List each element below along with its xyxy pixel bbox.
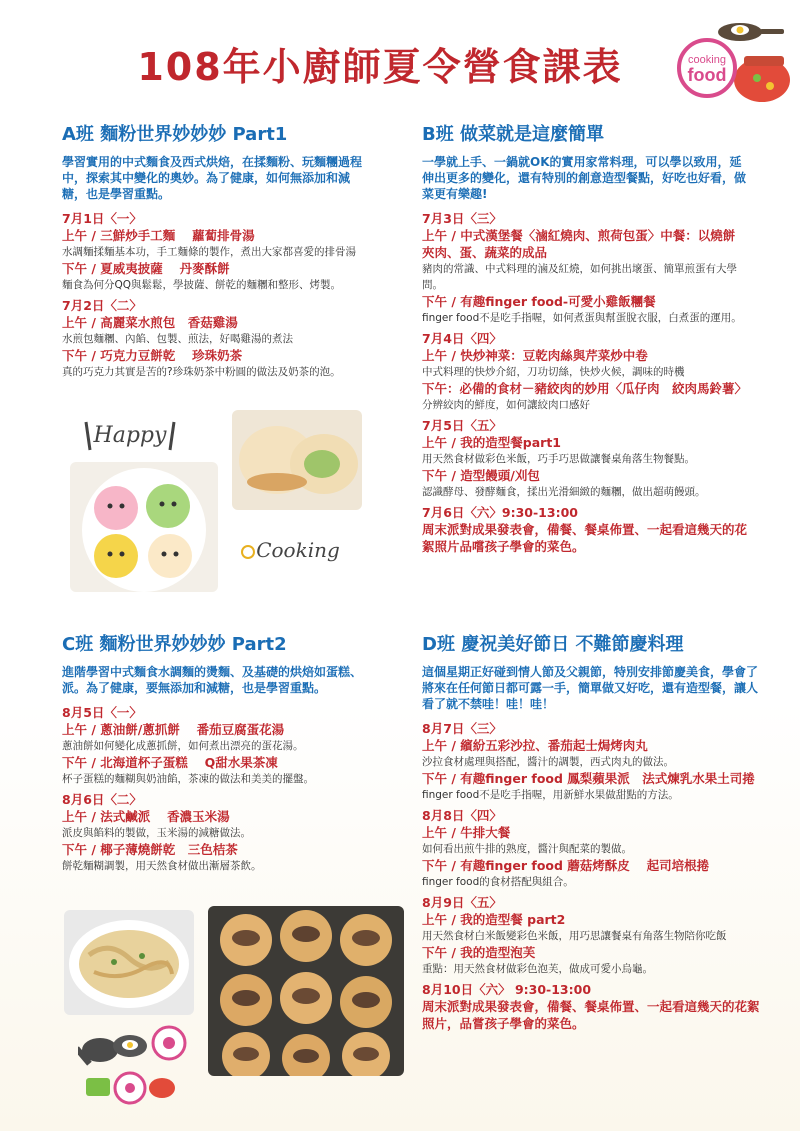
schedule-session: 下午 / 北海道杯子蛋糕 Q甜水果茶凍 <box>62 755 278 770</box>
schedule-description: 沙拉食材處理與搭配，醬汁的調製，西式肉丸的做法。 <box>422 756 674 768</box>
section-c-title: C班 麵粉世界妙妙妙 Part2 <box>62 634 287 655</box>
schedule-date: 8月9日〈五〉 <box>422 895 502 910</box>
pans-icon <box>78 1022 152 1070</box>
schedule-date: 7月5日〈五〉 <box>422 418 502 433</box>
section-b-title: B班 做菜就是這麼簡單 <box>422 124 604 145</box>
cooking-lettering-image <box>238 530 348 570</box>
schedule-session: 下午 / 有趣finger food 鳳梨蘋果派 法式煉乳水果土司捲 <box>422 771 755 786</box>
section-c-intro: 進階學習中式麵食水調麵的燙麵、及基礎的烘焙如蛋糕、派。為了健康，要無添加和減糖，也是學習重點。 <box>62 665 363 695</box>
schedule-description: finger food不是吃手指喔，用新鮮水果做甜點的方法。 <box>422 789 679 801</box>
schedule-description: 水煎包麵糰、內餡、包製、煎法，好喝雞湯的煮法 <box>62 333 293 345</box>
schedule-description: 中式料理的快炒介紹，刀功切絲，快炒火候，調味的時機 <box>422 366 685 378</box>
schedule-description: 蔥油餅如何變化成蔥抓餅，如何煮出漂亮的蛋花湯。 <box>62 740 304 752</box>
section-a-title: A班 麵粉世界妙妙妙 Part1 <box>62 124 288 145</box>
schedule-date: 8月5日〈一〉 <box>62 705 142 720</box>
scallion-pancake-photo <box>64 910 194 1015</box>
schedule-session: 上午 / 三鮮炒手工麵 蘿蔔排骨湯 <box>62 228 255 243</box>
section-d-intro: 這個星期正好碰到情人節及父親節，特別安排節慶美食，學會了將來在任何節日都可露一手，簡單做又好吃，還有造型餐，讓人看了就不禁哇！哇！哇！ <box>422 665 759 711</box>
page-title: 108年小廚師夏令營食課表 <box>137 45 623 89</box>
schedule-session: 上午 / 我的造型餐part1 <box>422 435 561 450</box>
schedule-date: 8月7日〈三〉 <box>422 721 502 736</box>
schedule-session: 上午 / 高麗菜水煎包 香菇雞湯 <box>62 315 238 330</box>
section-a-intro: 學習實用的中式麵食及西式烘焙，在揉麵粉、玩麵糰過程中，探索其中變化的奧妙。為了健康，如何無添加和減糖，也是學習重點。 <box>62 155 363 201</box>
schedule-session: 上午 / 快炒神菜：豆乾肉絲與芹菜炒中卷 <box>422 348 648 363</box>
section-a-schedule <box>62 210 372 380</box>
schedule-date: 7月6日〈六〉9:30-13:00 <box>422 505 578 520</box>
happy-lettering-image <box>80 410 180 460</box>
mushroom-pastry-photo <box>208 906 404 1076</box>
schedule-session: 上午 / 蔥油餅/蔥抓餅 番茄豆腐蛋花湯 <box>62 722 285 737</box>
happy-text: Happy <box>93 423 167 448</box>
schedule-session: 下午 / 巧克力豆餅乾 珍珠奶茶 <box>62 348 243 363</box>
logo-text-cooking: cooking <box>688 54 726 66</box>
schedule-description: 用天然食材白米飯變彩色米飯，用巧思讓餐桌有角落生物陪你吃飯 <box>422 930 727 942</box>
cooking-text: Cooking <box>256 538 340 562</box>
section-b <box>422 120 747 555</box>
pan-fried-bun-photo <box>232 410 362 510</box>
schedule-session: 上午 / 牛排大餐 <box>422 825 511 840</box>
schedule-session: 上午 / 繽紛五彩沙拉、番茄起士焗烤肉丸 <box>422 738 648 753</box>
schedule-date: 8月10日〈六〉 9:30-13:00 <box>422 982 592 997</box>
schedule-date: 7月3日〈三〉 <box>422 211 502 226</box>
schedule-session: 上午 / 中式漢堡餐〈滷紅燒肉、煎荷包蛋〉中餐：以燒餅夾肉、蛋、蔬菜的成品 <box>422 228 736 260</box>
schedule-session: 下午 / 椰子薄燒餅乾 三色桔茶 <box>62 842 238 857</box>
schedule-session: 下午 / 有趣finger food-可愛小雞飯糰餐 <box>422 294 656 309</box>
schedule-description: 如何看出煎牛排的熟度，醬汁與配菜的製做。 <box>422 843 632 855</box>
schedule-description: 水調麵揉麵基本功，手工麵條的製作，煮出大家都喜愛的排骨湯 <box>62 246 356 258</box>
animal-rice-balls-photo <box>70 462 218 592</box>
schedule-session: 下午 / 造型饅頭/刈包 <box>422 468 540 483</box>
schedule-date: 8月8日〈四〉 <box>422 808 502 823</box>
schedule-session: 上午 / 法式鹹派 香濃玉米湯 <box>62 809 230 824</box>
schedule-date: 7月4日〈四〉 <box>422 331 502 346</box>
schedule-description: 用天然食材做彩色米飯，巧手巧思做讓餐桌角落生物餐點。 <box>422 453 695 465</box>
schedule-date: 7月1日〈一〉 <box>62 211 142 226</box>
schedule-session: 下午：必備的食材－豬絞肉的妙用〈瓜仔肉 絞肉馬鈴薯〉 <box>422 381 748 396</box>
schedule-description: 豬肉的常識、中式料理的滷及紅燒，如何挑出壞蛋、簡單煎蛋有大學問。 <box>422 263 737 291</box>
schedule-description: 分辨絞肉的鮮度，如何讓絞肉口感好 <box>422 399 590 411</box>
schedule-description: 杯子蛋糕的麵糊與奶油餡，茶凍的做法和美美的擺盤。 <box>62 773 314 785</box>
section-b-intro: 一學就上手、一鍋就OK的實用家常料理，可以學以致用，延伸出更多的變化，還有特別的創意造型餐點，好吃也好看，做菜更有樂趣! <box>422 155 747 201</box>
cooking-food-logo <box>662 10 792 120</box>
schedule-session: 周末派對成果發表會，備餐、餐桌佈置、一起看這幾天的花絮照片品嚐孩子學會的菜色。 <box>422 522 748 554</box>
section-d-title: D班 慶祝美好節日 不難節慶料理 <box>422 634 684 655</box>
schedule-description: finger food不是吃手指喔，如何煮蛋與幫蛋脫衣服，白煮蛋的運用。 <box>422 312 742 324</box>
section-c-schedule <box>62 704 372 874</box>
schedule-description: 重點：用天然食材做彩色泡芙，做成可愛小烏龜。 <box>422 963 653 975</box>
schedule-description: 派皮與餡料的製做，玉米湯的減糖做法。 <box>62 827 251 839</box>
logo-text-food: food <box>687 65 727 85</box>
schedule-session: 周末派對成果發表會，備餐、餐桌佈置、一起看這幾天的花絮照片，品嘗孩子學會的菜色。 <box>422 999 760 1031</box>
schedule-date: 8月6日〈二〉 <box>62 792 142 807</box>
section-a <box>62 120 372 380</box>
schedule-description: 餅乾麵糊調製，用天然食材做出漸層茶飲。 <box>62 860 262 872</box>
schedule-session: 上午 / 我的造型餐 part2 <box>422 912 566 927</box>
schedule-description: 認識酵母、發酵麵食，揉出光滑細緻的麵糰，做出超萌饅頭。 <box>422 486 706 498</box>
schedule-session: 下午 / 夏威夷披薩 丹麥酥餅 <box>62 261 230 276</box>
section-d-schedule <box>422 720 762 1032</box>
schedule-session: 下午 / 有趣finger food 蘑菇烤酥皮 起司培根捲 <box>422 858 710 873</box>
schedule-session: 下午 / 我的造型泡芙 <box>422 945 536 960</box>
cooking-food-logo-small <box>84 1070 178 1106</box>
schedule-description: 真的巧克力其實是苦的?珍珠奶茶中粉圓的做法及奶茶的泡。 <box>62 366 341 378</box>
schedule-description: finger food的食材搭配與組合。 <box>422 876 574 888</box>
section-b-schedule <box>422 210 747 555</box>
section-d <box>422 630 762 1032</box>
cooking-food-badge-icon <box>150 1024 188 1062</box>
schedule-date: 7月2日〈二〉 <box>62 298 142 313</box>
section-c <box>62 630 372 874</box>
schedule-description: 麵食為何分QQ與鬆鬆，學披薩、餅乾的麵糰和整形、烤製。 <box>62 279 342 291</box>
